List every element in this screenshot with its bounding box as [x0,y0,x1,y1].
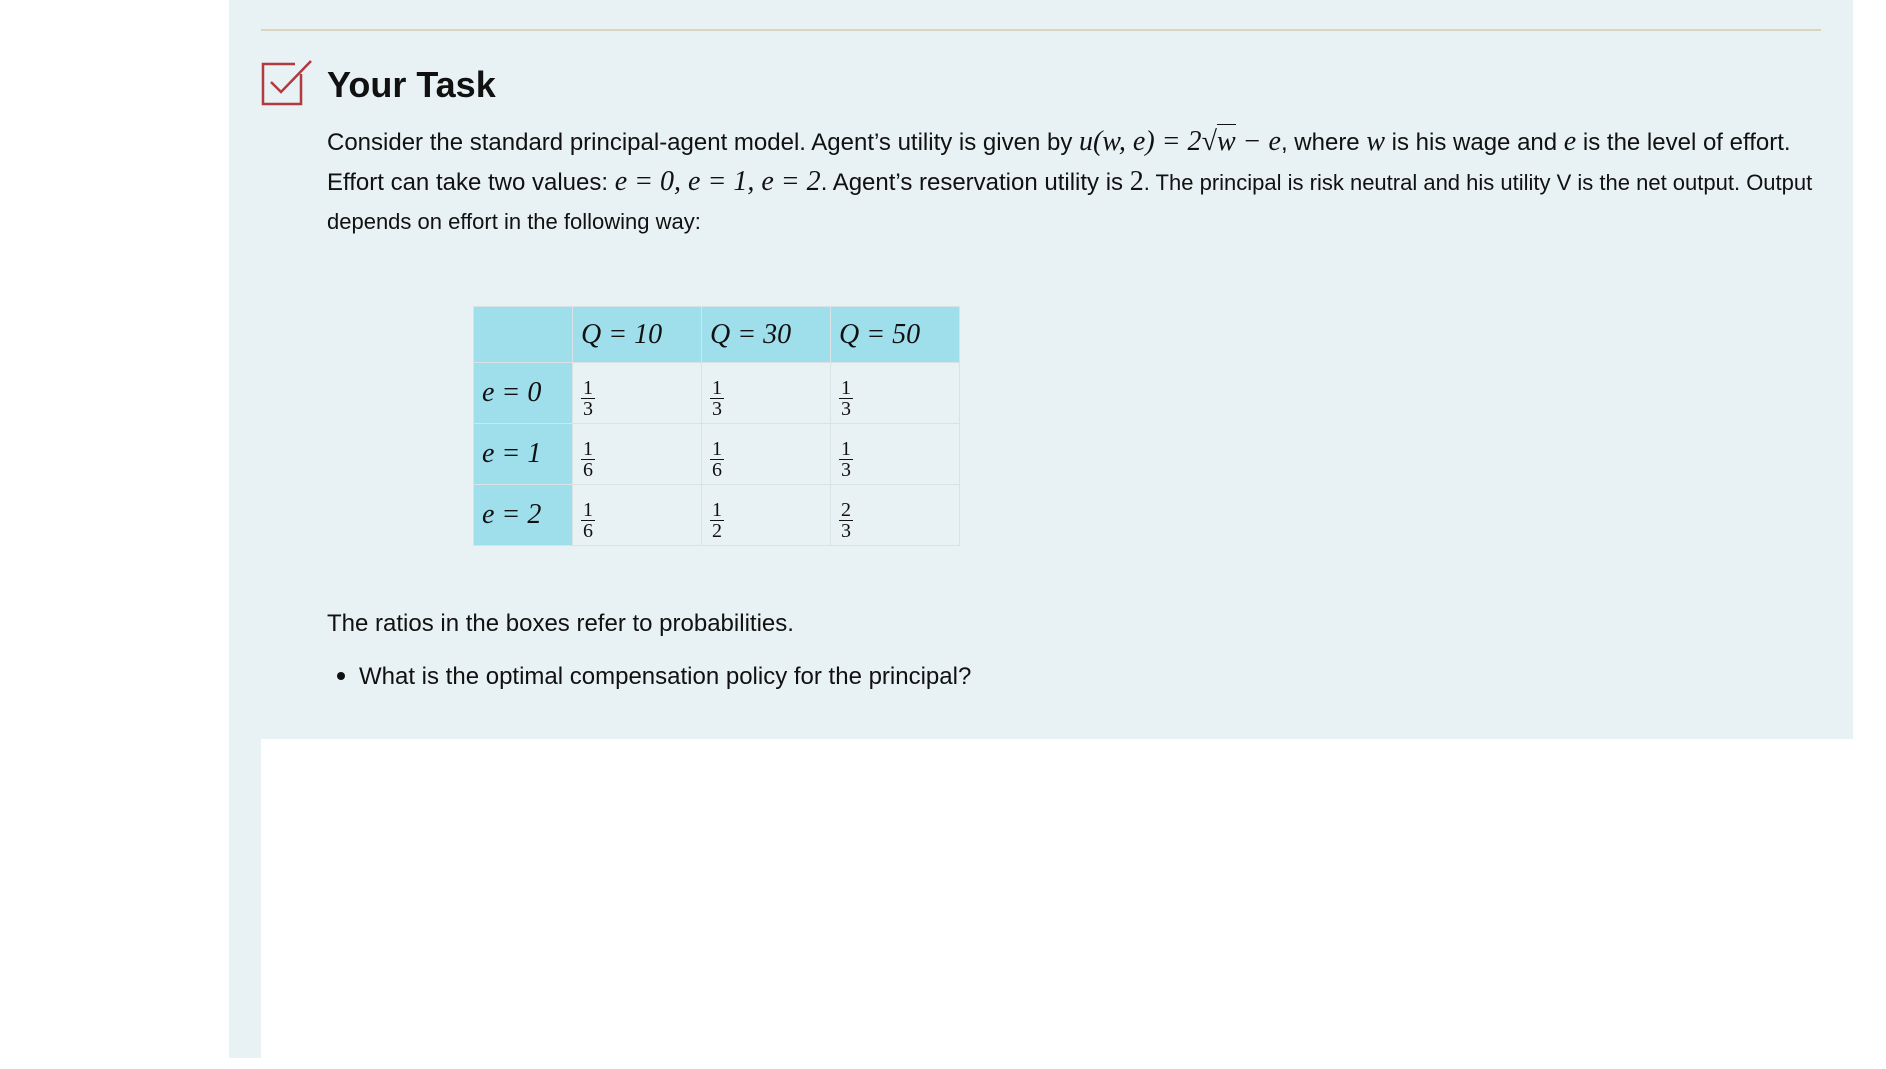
numerator: 1 [841,437,851,460]
fraction [839,439,853,480]
bullet-icon [337,672,345,680]
denominator: 6 [583,458,593,481]
column-header: Q = 10 [573,307,702,363]
fraction [710,378,724,419]
question-text: What is the optimal compensation policy for the principal? [359,663,972,690]
denominator: 3 [841,397,851,420]
probability-cell [831,363,960,424]
text: is his wage and [1385,129,1564,156]
numerator: 1 [712,376,722,399]
probability-cell [573,363,702,424]
text: , where [1280,129,1367,156]
math-values: e = 0, e = 1, e = 2 [614,166,821,197]
fraction [839,378,853,419]
probability-cell [573,424,702,485]
question-list-item [327,663,971,691]
denominator: 3 [712,397,722,420]
fraction [581,439,595,480]
column-header: Q = 30 [702,307,831,363]
denominator: 6 [712,458,722,481]
text: . The principal is risk neutral and his utility V is the net output. Output depends on effort in the following way: [327,170,1813,234]
task-description: Consider the standard principal-agent model. Agent’s utility is given by u(w, e) = 2√w − e, where w is his wage and e is the level of effort. Effort can take two values: e = 0, e = 1, e = 2. Agent’s reservation utility is 2. The principal is risk neutral and his utility V is the net output. Output depends on effort in the following way: [327,126,1813,234]
denominator: 3 [841,458,851,481]
column-header: Q = 50 [831,307,960,363]
numerator: 1 [841,376,851,399]
answer-area[interactable] [261,739,1853,1069]
numerator: 1 [583,376,593,399]
probability-cell [573,485,702,546]
table-row [474,424,960,485]
fraction [710,500,724,541]
text: is the level of effort. Effort can take two values: [327,129,1791,196]
probability-cell [831,424,960,485]
fraction [839,500,853,541]
row-header: e = 1 [474,424,573,485]
table-row [474,363,960,424]
row-header: e = 2 [474,485,573,546]
math-sqrt: w [1216,126,1236,157]
math-e: e [1563,126,1577,157]
section-title: Your Task [327,64,496,105]
math-two: 2 [1129,166,1144,197]
fraction [710,439,724,480]
denominator: 3 [841,519,851,542]
denominator: 3 [583,397,593,420]
text: Consider the standard principal-agent model. Agent’s utility is given by [327,129,1079,156]
math-w: w [1366,126,1386,157]
row-header: e = 0 [474,363,573,424]
task-panel [229,0,1853,1058]
corner-cell [474,307,573,363]
fraction [581,378,595,419]
math-rest: − e [1235,126,1281,157]
math-utility: u(w, e) = 2 [1078,126,1202,157]
table-row [474,485,960,546]
numerator: 1 [583,437,593,460]
probability-cell [702,485,831,546]
checkbox-check-icon [261,60,313,106]
probability-cell [831,485,960,546]
probability-cell [702,363,831,424]
probability-cell [702,424,831,485]
denominator: 6 [583,519,593,542]
numerator: 1 [712,498,722,521]
numerator: 1 [712,437,722,460]
numerator: 1 [583,498,593,521]
numerator: 2 [841,498,851,521]
divider [261,29,1821,31]
denominator: 2 [712,519,722,542]
text: . Agent’s reservation utility is [820,169,1130,196]
note-text: The ratios in the boxes refer to probabilities. [327,610,794,637]
probability-table [473,306,960,546]
fraction [581,500,595,541]
